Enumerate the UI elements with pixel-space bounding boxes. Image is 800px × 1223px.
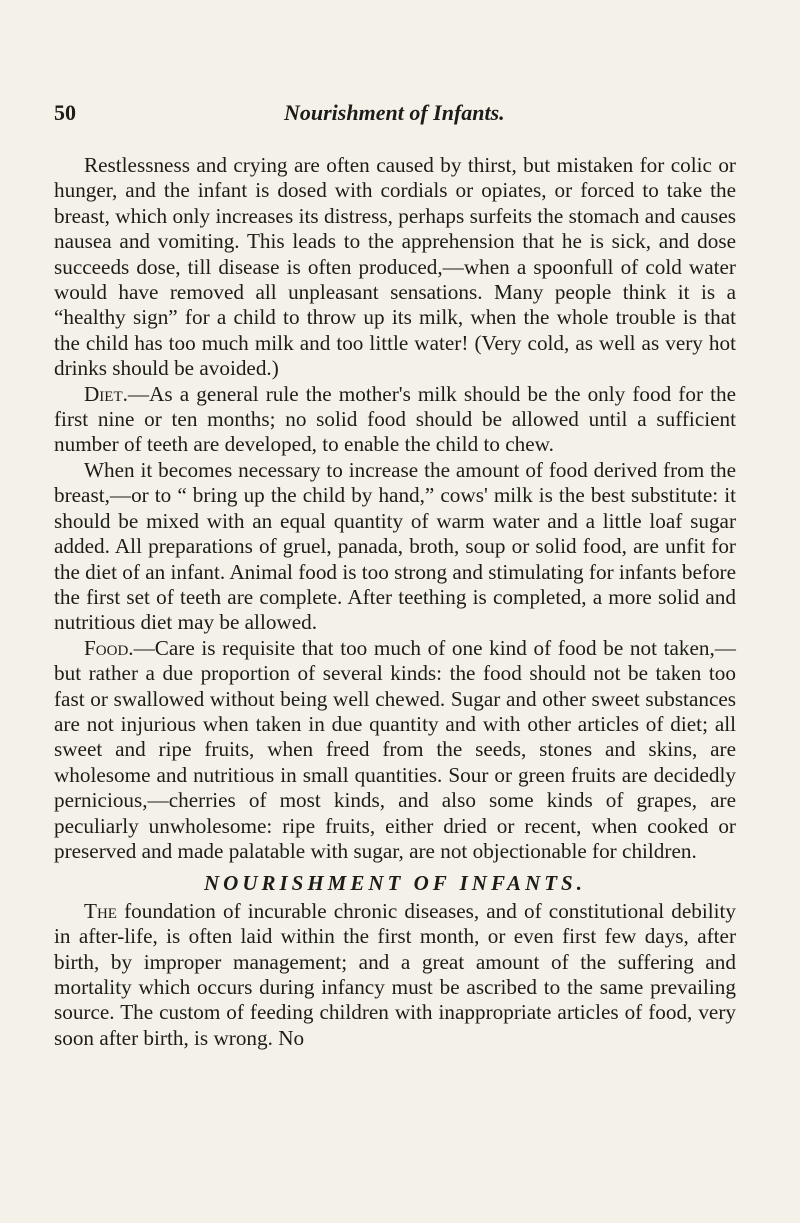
page-body — [54, 153, 736, 1051]
paragraph-lead: Diet. — [84, 381, 128, 406]
paragraph-lead: Food. — [84, 635, 134, 660]
paragraph-text: When it becomes necessary to increase the amount of food derived from the breast,—or to “ bring up the child by hand,” cows' milk is the best substitute: it should be mixed with an equal quantity of warm water and a little loaf sugar added. All preparations of gruel, panada, broth, soup or solid food, are unfit for the diet of an infant. Animal food is too strong and stimulating for infants before the first set of teeth are complete. After teething is completed, a more solid and nutritious diet may be allowed. — [54, 457, 736, 635]
paragraph-text: —As a general rule the mother's milk should be the only food for the first nine or ten months; no solid food should be allowed until a sufficient number of teeth are developed, to enable the child to chew. — [54, 381, 736, 457]
paragraph-diet — [54, 382, 736, 458]
paragraph-restlessness — [54, 153, 736, 382]
paragraph-text: Restlessness and crying are often caused by thirst, but mistaken for colic or hunger, and the infant is dosed with cordials or opiates, or forced to take the breast, which only increases its distress, perhaps surfeits the stomach and causes nausea and vomiting. This leads to the apprehension that he is sick, and dose succeeds dose, till disease is often produced,—when a spoonfull of cold water would have removed all unpleasant sensations. Many people think it is a “healthy sign” for a child to throw up its milk, when the whole trouble is that the child has too much milk and too little water! (Very cold, as well as very hot drinks should be avoided.) — [54, 153, 736, 381]
paragraph-text: —Care is requisite that too much of one kind of food be not taken,—but rather a due proportion of several kinds: the food should not be taken too fast or swallowed without being well chewed. Sugar and other sweet substances are not injurious when taken in due quantity and with other articles of diet; all sweet and ripe fruits, when freed from the seeds, stones and skins, are wholesome and nutritious in small quantities. Sour or green fruits are decidedly pernicious,—cherries of most kinds, and also some kinds of grapes, are peculiarly unwholesome: ripe fruits, either dried or recent, when cooked or preserved and made palatable with sugar, are not objectionable for children. — [54, 635, 736, 863]
section-heading: NOURISHMENT OF INFANTS. — [203, 871, 586, 896]
running-title: Nourishment of Infants. — [284, 100, 505, 125]
paragraph-food — [54, 636, 736, 865]
paragraph-foundation — [54, 899, 736, 1051]
paragraph-cows-milk — [54, 458, 736, 636]
paragraph-text: foundation of incurable chronic diseases, and of constitutional debility in after-life, is often laid within the first month, or even first few days, after birth, by improper management; and a great amount of the suffering and mortality which occurs during infancy must be ascribed to the same prevailing source. The custom of feeding children with inappropriate articles of food, very soon after birth, is wrong. No — [54, 898, 736, 1050]
paragraph-lead: The — [84, 898, 117, 923]
running-head — [54, 100, 736, 128]
page-number: 50 — [54, 100, 76, 125]
